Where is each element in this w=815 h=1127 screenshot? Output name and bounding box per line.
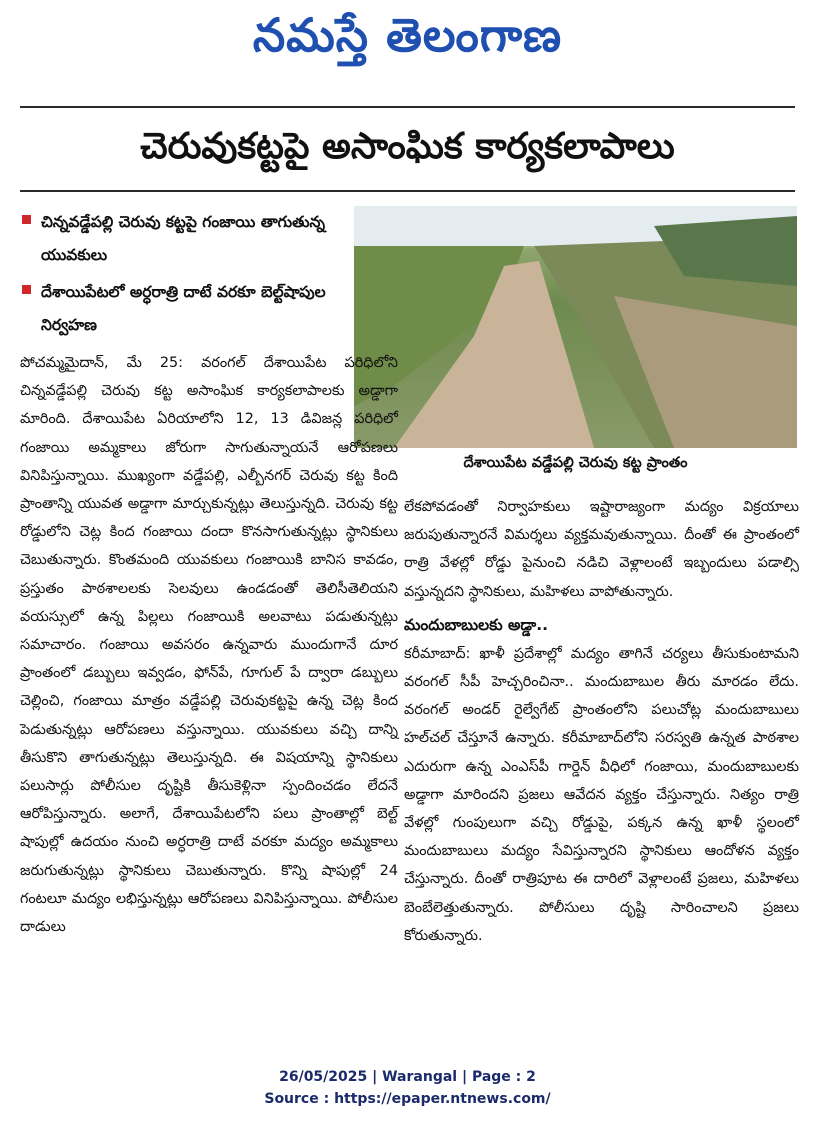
bullet-item	[20, 276, 350, 342]
article-column-right	[404, 493, 799, 950]
bullet-item	[20, 206, 350, 272]
article-text: లేకపోవడంతో నిర్వాహకులు ఇష్టారాజ్యంగా మద్యం విక్రయాలు జరుపుతున్నారనే విమర్శలు వ్యక్తమవుతున్నాయి. దీంతో ఈ ప్రాంతంలో రాత్రి వేళల్లో రోడ్డు పైనుంచి నడిచి వెళ్లాలంటే ఇబ్బందులు పడాల్సి వస్తున్నదని స్థానికులు, మహిళలు వాపోతున్నారు.	[404, 499, 799, 600]
bullet-list	[20, 206, 350, 346]
photo-caption: దేశాయిపేట వడ్డేపల్లి చెరువు కట్ట ప్రాంతం	[463, 455, 688, 471]
section-subhead: మందుబాబులకు అడ్డా..	[404, 615, 548, 634]
divider	[20, 106, 795, 108]
bullet-marker	[22, 215, 31, 224]
article-text: కరీమాబాద్: ఖాళీ ప్రదేశాల్లో మద్యం తాగినే చర్యలు తీసుకుంటామని వరంగల్ సీపీ హెచ్చరించినా.. మందుబాబుల తీరు మారడం లేదు. వరంగల్ అండర్ రైల్వేగేట్ ప్రాంతంలోని పలుచోట్ల మందుబాబులు హల్‌చల్ చేస్తూనే ఉన్నారు. కరీమాబాద్‌లోని సరస్వతి ఉన్నత పాఠశాల ఎదురుగా ఉన్న ఎంఎస్‌పీ గార్డెన్ వీధిలో గంజాయి, మందుబాబులకు అడ్డాగా మారిందని ప్రజలు ఆవేదన వ్యక్తం చేస్తున్నారు. నిత్యం రాత్రి వేళల్లో గుంపులుగా వచ్చి రోడ్డుపై, పక్కన ఉన్న ఖాళీ స్థలంలో మందుబాబులు మద్యం సేవిస్తున్నారని స్థానికులు ఆందోళన వ్యక్తం చేస్తున్నారు. దీంతో రాత్రిపూట ఈ దారిలో వెళ్లాలంటే ప్రజలు, మహిళలు బెంబేలెత్తుతున్నారు. పోలీసులు దృష్టి సారించాలని ప్రజలు కోరుతున్నారు.	[404, 645, 799, 944]
article-text: పోచమ్మమైదాన్, మే 25: వరంగల్ దేశాయిపేట పరిధిలోని చిన్నవడ్డేపల్లి చెరువు కట్ట అసాంఘిక కార్యకలాపాలకు అడ్డాగా మారింది. దేశాయిపేట ఏరియాలోని 12, 13 డివిజన్ల పరిధిలో గంజాయి అమ్మకాలు జోరుగా సాగుతున్నాయనే ఆరోపణలు వినిపిస్తున్నాయి. ముఖ్యంగా వడ్డేపల్లి, ఎల్బీనగర్ చెరువు కట్ట కింది ప్రాంతాన్ని యువత అడ్డాగా మార్చుకున్నట్లు తెలుస్తున్నది. చెరువు కట్ట రోడ్డులోని చెట్ల కింద గంజాయి దందా కొనసాగుతున్నట్లు స్థానికులు చెబుతున్నారు. కొంతమంది యువకులు గంజాయికి బానిస కావడం, ప్రస్తుతం పాఠశాలలకు సెలవులు ఉండడంతో తెలిసీతెలియని వయస్సులో ఉన్న పిల్లలు గంజాయికి అలవాటు పడుతున్నట్లు సమాచారం. గంజాయి అవసరం ఉన్నవారు ముందుగానే దూర ప్రాంతంలో డబ్బులు ఇవ్వడం, ఫోన్‌పే, గూగుల్ పే ద్వారా డబ్బులు చెల్లించి, గంజాయి మాత్రం వడ్డేపల్లి చెరువుకట్టపై ఉన్న చెట్ల కింద పెడుతున్నట్లు ఆరోపణలు వస్తున్నాయి. యువకులు వచ్చి దాన్ని తీసుకొని తాగుతున్నట్లు తెలుస్తున్నది. ఈ విషయాన్ని స్థానికులు పలుసార్లు పోలీసుల దృష్టికి తీసుకెళ్లినా స్పందించడం లేదనే ఆరోపిస్తున్నారు. అలాగే, దేశాయిపేటలోని పలు ప్రాంతాల్లో బెల్ట్ షాపుల్లో ఉదయం నుంచి అర్ధరాత్రి దాటే వరకూ మద్యం అమ్మకాలు జరుగుతున్నట్లు స్థానికులు చెబుతున్నారు. కొన్ని షాపుల్లో 24 గంటలూ మద్యం లభిస్తున్నట్లు ఆరోపణలు వినిపిస్తున్నాయి. పోలీసుల దాడులు	[20, 355, 398, 936]
bullet-marker	[22, 285, 31, 294]
lake-embankment-image	[354, 206, 797, 448]
bullet-text: దేశాయిపేటలో అర్ధరాత్రి దాటే వరకూ బెల్ట్‌షాపుల నిర్వహణ	[41, 283, 326, 334]
footer-source: Source : https://epaper.ntnews.com/	[264, 1091, 551, 1107]
bullet-text: చిన్నవడ్డేపల్లి చెరువు కట్టపై గంజాయి తాగుతున్న యువకులు	[41, 213, 325, 264]
news-photo	[354, 206, 797, 448]
page-footer	[0, 1066, 815, 1110]
headline: చెరువుకట్టపై అసాంఘిక కార్యకలాపాలు	[140, 126, 675, 167]
footer-date-page: 26/05/2025 | Warangal | Page : 2	[279, 1069, 536, 1085]
divider	[20, 190, 795, 192]
masthead-logo: నమస్తే తెలంగాణ	[252, 8, 563, 62]
article-column-left	[20, 349, 398, 941]
